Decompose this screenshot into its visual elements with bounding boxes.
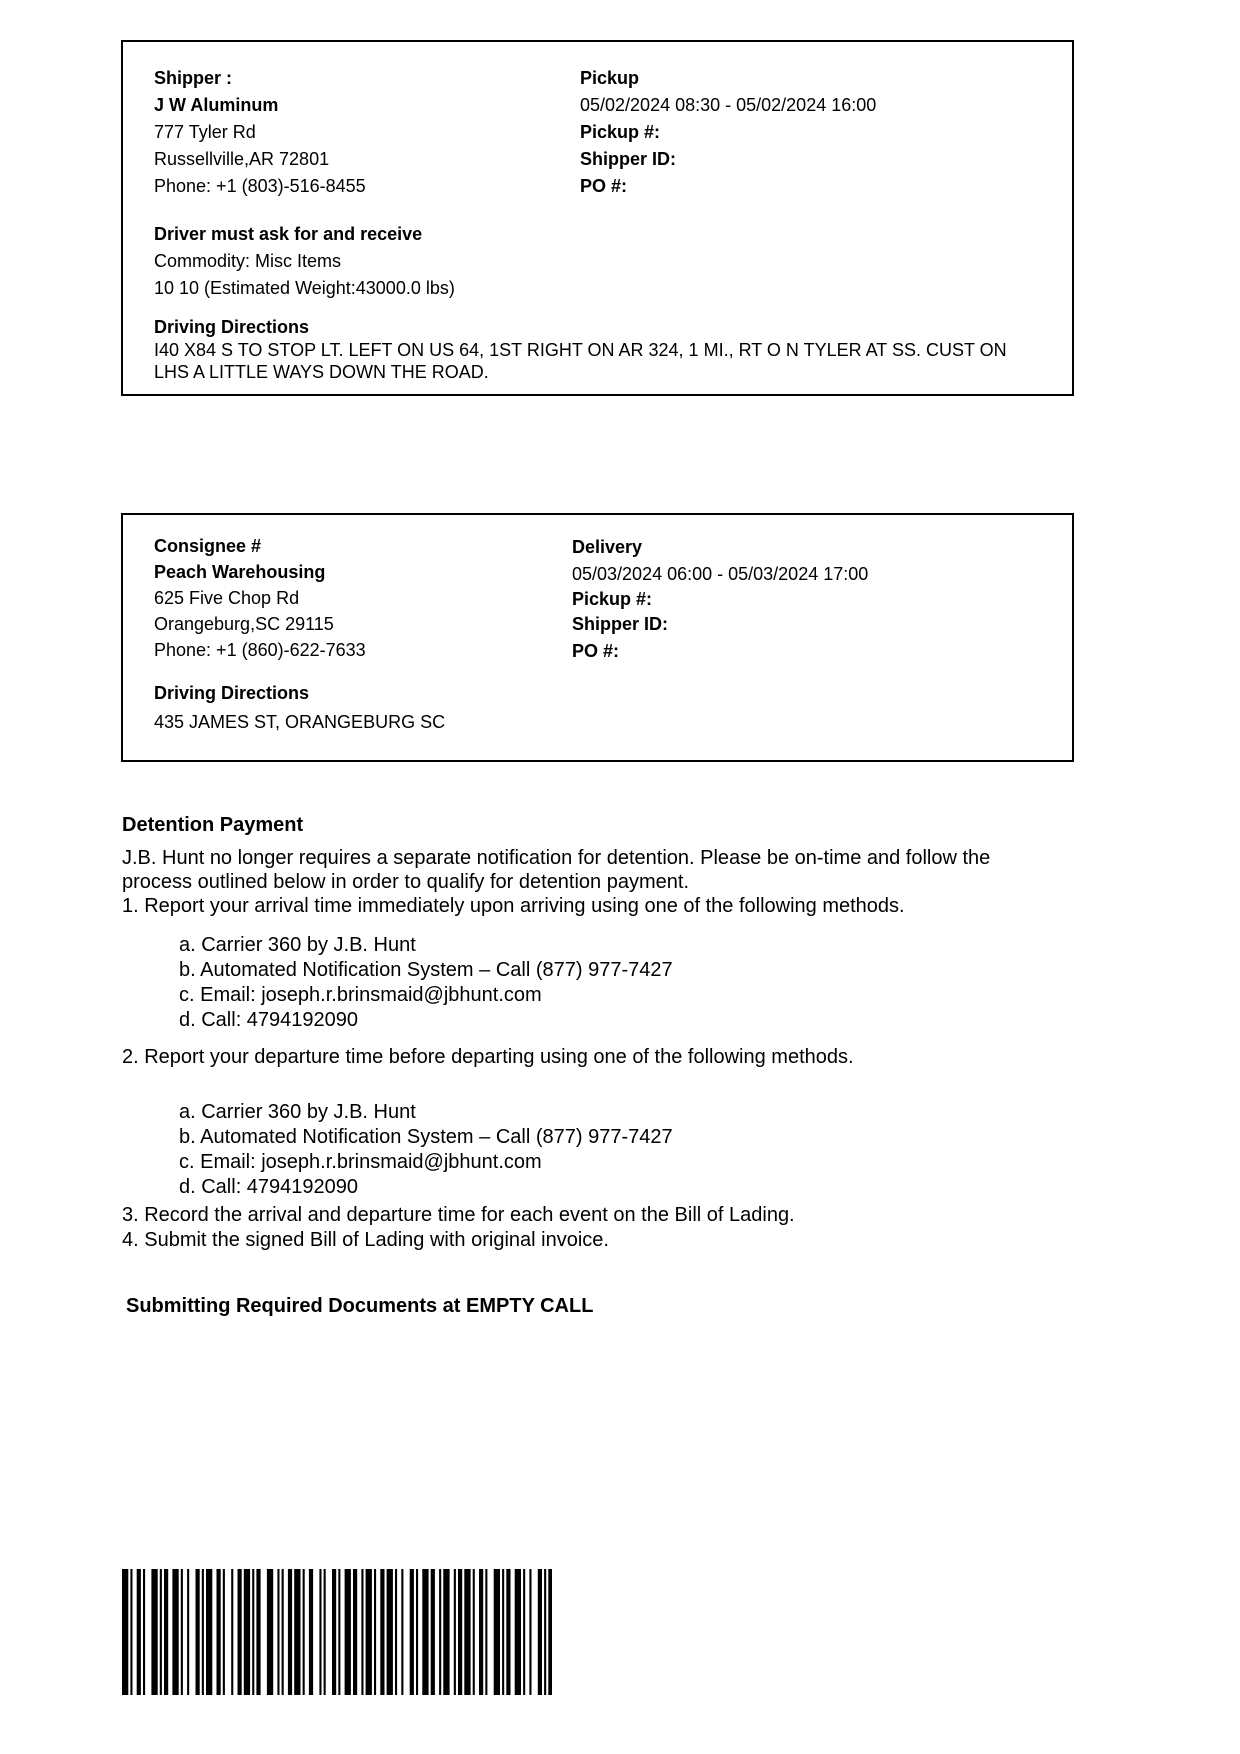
barcode-bar [485, 1569, 487, 1695]
barcode-bar [137, 1569, 141, 1695]
delivery-label: Delivery [572, 537, 643, 557]
delivery-window: 05/03/2024 06:00 - 05/03/2024 17:00 [572, 564, 869, 584]
barcode-bar [454, 1569, 456, 1695]
barcode-bar [431, 1569, 435, 1695]
barcode-bar [387, 1569, 393, 1695]
barcode-bar [515, 1569, 521, 1695]
directions-line1: I40 X84 S TO STOP LT. LEFT ON US 64, 1ST RIGHT ON AR 324, 1 MI., RT O N TYLER AT SS. CUST ON [154, 340, 1007, 360]
barcode-bar [422, 1569, 428, 1695]
consignee-directions [154, 680, 445, 737]
barcode-bar [544, 1569, 546, 1695]
barcode-bar [416, 1569, 418, 1695]
step-1-methods [179, 933, 673, 1033]
shipper-directions [154, 315, 1007, 383]
barcode-icon [122, 1569, 552, 1695]
barcode-bar [366, 1569, 372, 1695]
shipper-name: J W Aluminum [154, 95, 279, 115]
barcode-bar [303, 1569, 305, 1695]
barcode-bar [443, 1569, 449, 1695]
barcode-bar [252, 1569, 254, 1695]
barcode-bar [338, 1569, 340, 1695]
barcode-bar [172, 1569, 178, 1695]
barcode-bar [523, 1569, 525, 1695]
barcode-bar [294, 1569, 300, 1695]
pickup-number-label: Pickup #: [580, 122, 661, 142]
barcode-bar [122, 1569, 128, 1695]
barcode-bar [267, 1569, 273, 1695]
barcode-bar [256, 1569, 260, 1695]
barcode-bar [231, 1569, 233, 1695]
list-item: d. Call: 4794192090 [179, 1176, 359, 1198]
driver-must-label: Driver must ask for and receive [154, 224, 423, 244]
barcode-bar [538, 1569, 542, 1695]
shipper-info [154, 65, 366, 200]
barcode-bar [130, 1569, 132, 1695]
barcode-bar [181, 1569, 183, 1695]
detention-heading: Detention Payment [122, 814, 304, 836]
consignee-info [154, 533, 366, 663]
consignee-directions-text: 435 JAMES ST, ORANGEBURG SC [154, 712, 446, 732]
pickup-label: Pickup [580, 68, 640, 88]
consignee-directions-label: Driving Directions [154, 683, 310, 703]
consignee-label: Consignee # [154, 536, 262, 556]
barcode-bar [401, 1569, 403, 1695]
barcode-bar [187, 1569, 189, 1695]
delivery-info [572, 533, 868, 665]
list-item: c. Email: joseph.r.brinsmaid@jbhunt.com [179, 984, 542, 1006]
list-item: b. Automated Notification System – Call (877) 977-7427 [179, 959, 673, 981]
consignee-name: Peach Warehousing [154, 562, 326, 582]
empty-call-heading: Submitting Required Documents at EMPTY CALL [126, 1295, 594, 1317]
directions-label: Driving Directions [154, 317, 310, 337]
delivery-po-label: PO #: [572, 641, 620, 661]
barcode-bar [319, 1569, 321, 1695]
delivery-shipper-id-label: Shipper ID: [572, 614, 669, 634]
consignee-phone: Phone: +1 (860)-622-7633 [154, 640, 366, 660]
detention-step-2: 2. Report your departure time before departing using one of the following methods. [122, 1046, 854, 1068]
barcode-bar [473, 1569, 475, 1695]
barcode-bar [282, 1569, 284, 1695]
barcode-bar [151, 1569, 157, 1695]
shipper-label: Shipper : [154, 68, 233, 88]
barcode-bar [309, 1569, 313, 1695]
barcode-bar [361, 1569, 363, 1695]
list-item: a. Carrier 360 by J.B. Hunt [179, 1101, 416, 1123]
pickup-window: 05/02/2024 08:30 - 05/02/2024 16:00 [580, 95, 877, 115]
shipper-address-line2: Russellville,AR 72801 [154, 149, 330, 169]
commodity: Commodity: Misc Items [154, 251, 342, 271]
pickup-info [580, 65, 876, 200]
barcode-bar [479, 1569, 483, 1695]
list-item: d. Call: 4794192090 [179, 1009, 359, 1031]
barcode-bar [506, 1569, 510, 1695]
barcode-bar [502, 1569, 504, 1695]
detention-intro-line2: process outlined below in order to qualify for detention payment. [122, 871, 690, 893]
detention-step-1: 1. Report your arrival time immediately upon arriving using one of the following methods. [122, 895, 905, 917]
detention-intro-line1: J.B. Hunt no longer requires a separate notification for detention. Please be on-time and follow the [122, 847, 991, 869]
barcode-bar [196, 1569, 200, 1695]
barcode-bar [332, 1569, 336, 1695]
shipper-id-label: Shipper ID: [580, 149, 677, 169]
barcode-bar [548, 1569, 552, 1695]
barcode-bar [458, 1569, 462, 1695]
barcode-bar [164, 1569, 168, 1695]
barcode-bar [223, 1569, 225, 1695]
directions-line2: LHS A LITTLE WAYS DOWN THE ROAD. [154, 362, 489, 382]
barcode-bar [238, 1569, 242, 1695]
barcode-bar [206, 1569, 212, 1695]
shipper-phone: Phone: +1 (803)-516-8455 [154, 176, 366, 196]
barcode-bar [202, 1569, 204, 1695]
barcode-bar [494, 1569, 500, 1695]
delivery-pickup-number-label: Pickup #: [572, 589, 653, 609]
consignee-address-line1: 625 Five Chop Rd [154, 588, 300, 608]
shipper-box [121, 40, 1074, 396]
barcode-bar [244, 1569, 250, 1695]
barcode-bar [410, 1569, 414, 1695]
barcode-bar [143, 1569, 145, 1695]
driver-requirements [154, 221, 455, 302]
barcode-bar [277, 1569, 279, 1695]
po-label: PO #: [580, 176, 628, 196]
consignee-address-line2: Orangeburg,SC 29115 [154, 614, 334, 634]
step-2-methods [179, 1100, 673, 1200]
barcode-bar [529, 1569, 531, 1695]
barcode-bar [345, 1569, 351, 1695]
list-item: c. Email: joseph.r.brinsmaid@jbhunt.com [179, 1151, 542, 1173]
barcode-bar [324, 1569, 326, 1695]
estimated-weight: 10 10 (Estimated Weight:43000.0 lbs) [154, 278, 455, 298]
detention-step-4: 4. Submit the signed Bill of Lading with original invoice. [122, 1229, 609, 1251]
consignee-box [121, 513, 1074, 762]
barcode-bar [353, 1569, 357, 1695]
detention-step-3: 3. Record the arrival and departure time for each event on the Bill of Lading. [122, 1204, 795, 1226]
barcode-bar [380, 1569, 384, 1695]
barcode-bar [439, 1569, 441, 1695]
barcode-bar [374, 1569, 376, 1695]
barcode-bar [395, 1569, 397, 1695]
barcode-bar [464, 1569, 470, 1695]
barcode-bar [288, 1569, 292, 1695]
list-item: a. Carrier 360 by J.B. Hunt [179, 934, 416, 956]
barcode-bar [217, 1569, 221, 1695]
barcode-bar [160, 1569, 162, 1695]
list-item: b. Automated Notification System – Call (877) 977-7427 [179, 1126, 673, 1148]
shipper-address-line1: 777 Tyler Rd [154, 122, 256, 142]
